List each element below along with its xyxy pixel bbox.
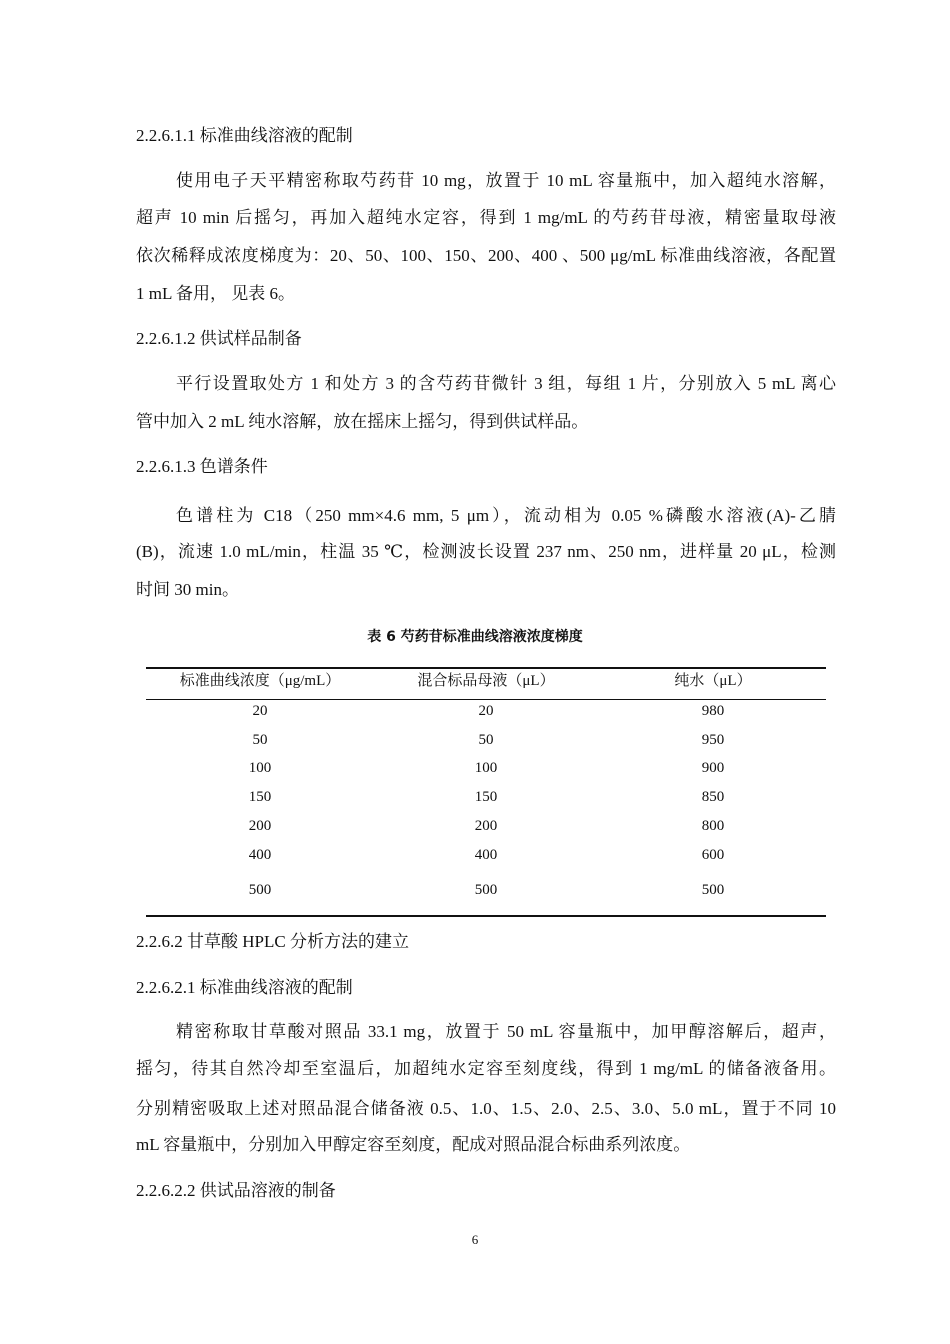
paragraph-line: 使用电子天平精密称取芍药苷 10 mg，放置于 10 mL 容量瓶中，加入超纯水溶解，	[176, 171, 836, 190]
table-cell: 900	[701, 760, 725, 776]
table-cell: 950	[701, 732, 725, 748]
table-cell: 500	[701, 882, 725, 898]
paragraph-line: 1 mL 备用， 见表 6。	[136, 284, 295, 303]
paragraph-line: 摇匀，待其自然冷却至室温后，加超纯水定容至刻度线，得到 1 mg/mL 的储备液备用。	[136, 1059, 836, 1078]
table-cell: 200	[474, 818, 498, 834]
paragraph-line: 分别精密吸取上述对照品混合储备液 0.5、1.0、1.5、2.0、2.5、3.0、5.0 mL，置于不同 10	[136, 1099, 836, 1118]
table-cell: 50	[252, 732, 268, 748]
paragraph-line: 超声 10 min 后摇匀，再加入超纯水定容，得到 1 mg/mL 的芍药苷母液，精密量取母液	[136, 208, 836, 227]
section-heading: 2.2.6.1.3 色谱条件	[136, 457, 268, 476]
table-cell: 100	[248, 760, 272, 776]
table-cell: 50	[478, 732, 494, 748]
paragraph-line: mL 容量瓶中，分别加入甲醇定容至刻度，配成对照品混合标曲系列浓度。	[136, 1135, 691, 1154]
paragraph-line: 依次稀释成浓度梯度为：20、50、100、150、200、400 、500 μg/mL 标准曲线溶液，各配置	[136, 246, 836, 265]
table-caption: 表 6 芍药苷标准曲线溶液浓度梯度	[367, 629, 583, 645]
table-header-cell: 混合标品母液（μL）	[417, 673, 555, 689]
table-cell: 980	[701, 703, 725, 719]
table-cell: 100	[474, 760, 498, 776]
paragraph-line: 管中加入 2 mL 纯水溶解，放在摇床上摇匀，得到供试样品。	[136, 412, 589, 431]
table-cell: 400	[248, 847, 272, 863]
table-bottom-rule	[146, 915, 826, 917]
table-cell: 200	[248, 818, 272, 834]
table-cell: 800	[701, 818, 725, 834]
section-heading: 2.2.6.2.1 标准曲线溶液的配制	[136, 978, 353, 997]
section-heading: 2.2.6.2.2 供试品溶液的制备	[136, 1181, 336, 1200]
paragraph-line: 平行设置取处方 1 和处方 3 的含芍药苷微针 3 组，每组 1 片，分别放入 5 mL 离心	[176, 374, 836, 393]
table-cell: 600	[701, 847, 725, 863]
section-heading: 2.2.6.1.1 标准曲线溶液的配制	[136, 126, 353, 145]
table-header-cell: 标准曲线浓度（μg/mL）	[179, 673, 341, 689]
table-top-rule	[146, 667, 826, 669]
table-cell: 150	[474, 789, 498, 805]
table-cell: 850	[701, 789, 725, 805]
table-cell: 150	[248, 789, 272, 805]
page-number: 6	[471, 1232, 479, 1247]
section-heading: 2.2.6.1.2 供试样品制备	[136, 329, 302, 348]
table-header-cell: 纯水（μL）	[674, 673, 752, 689]
table-cell: 500	[248, 882, 272, 898]
section-heading: 2.2.6.2 甘草酸 HPLC 分析方法的建立	[136, 932, 409, 951]
paragraph-line: (B)，流速 1.0 mL/min，柱温 35 ℃，检测波长设置 237 nm、250 nm，进样量 20 μL，检测	[136, 542, 836, 561]
paragraph-line: 精密称取甘草酸对照品 33.1 mg，放置于 50 mL 容量瓶中，加甲醇溶解后，超声，	[176, 1022, 836, 1041]
table-cell: 500	[474, 882, 498, 898]
table-cell: 400	[474, 847, 498, 863]
table-cell: 20	[252, 703, 268, 719]
paragraph-line: 色谱柱为 C18（250 mm×4.6 mm, 5 μm），流动相为 0.05 %磷酸水溶液(A)-乙腈	[176, 506, 836, 525]
paragraph-line: 时间 30 min。	[136, 580, 239, 599]
table-cell: 20	[478, 703, 494, 719]
